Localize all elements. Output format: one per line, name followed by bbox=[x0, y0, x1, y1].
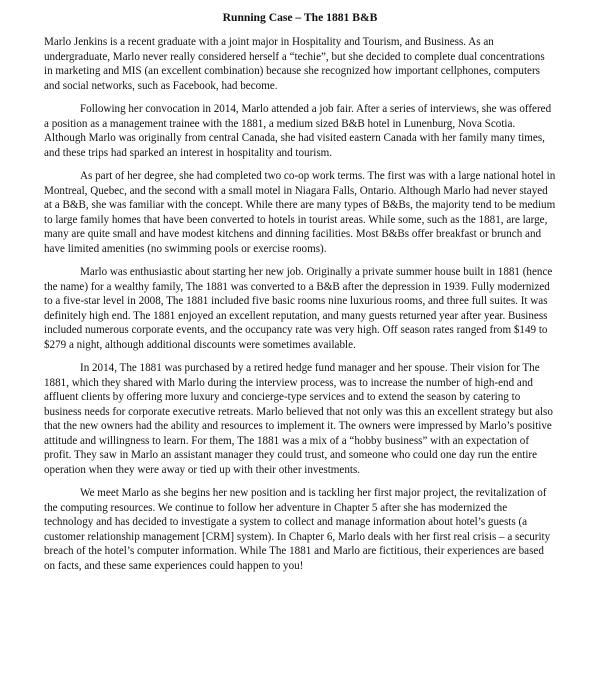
document-title: Running Case – The 1881 B&B bbox=[222, 11, 378, 24]
paragraph-convocation: Following her convocation in 2014, Marlo attended a job fair. After a series of interviews, she was offered a position as a management trainee with the 1881, a medium sized B&B hotel in Lunenburg, Nova Scotia. Although Marlo was originally from central Canada, she had visited eastern Canada with her family many times, and these trips had sparked an interest in hospitality and tourism. bbox=[44, 103, 552, 159]
paragraph-coop-terms: As part of her degree, she had completed two co-op work terms. The first was with a large national hotel in Montreal, Quebec, and the second with a small motel in Niagara Falls, Ontario. Although Marlo had never stayed at a B&B, she was familiar with the concept. While there are many types of B&Bs, the majority tend to be medium to large family homes that have been converted to hotels in tourist areas. While some, such as the 1881, are large, many are quite small and have modest kitchens and dinning facilities. Most B&Bs offer breakfast or brunch and have limited amenities (no swimming pools or exercise rooms). bbox=[44, 170, 556, 255]
paragraph-project: We meet Marlo as she begins her new position and is tackling her first major project, the revitalization of the computing resources. We continue to follow her adventure in Chapter 5 after she has modernized the technology and has decided to investigate a system to collect and manage information about hotel’s guests (a customer relationship management [CRM] system). In Chapter 6, Marlo deals with her first real crisis – a security breach of the hotel’s computer information. While The 1881 and Marlo are fictitious, their experiences are based on facts, and these same experiences could happen to you! bbox=[44, 487, 551, 572]
paragraph-new-owners: In 2014, The 1881 was purchased by a retired hedge fund manager and her spouse. Their vision for The 1881, which they shared with Marlo during the interview process, was to increase the number of high-end and affluent clients by offering more luxury and concierge-type services and to extend the season by catering to business needs for corporate executive retreats. Marlo believed that not only was this an excellent strategy but also that the new owners had the ability and resources to implement it. The owners were impressed by Marlo’s positive attitude and willingness to learn. For them, The 1881 was a mix of a “hobby business” with an expectation of profit. They saw in Marlo an assistant manager they could trust, and someone who could one day run the entire operation when they were away or tied up with their other investments. bbox=[44, 362, 553, 476]
paragraph-intro: Marlo Jenkins is a recent graduate with a joint major in Hospitality and Tourism, and Business. As an undergraduate, Marlo never really considered herself a “techie”, but she decided to complete dual concentrations in marketing and MIS (an excellent combination) because she recognized how important cellphones, computers and social networks, such as Facebook, had become. bbox=[44, 36, 545, 92]
paragraph-new-job: Marlo was enthusiastic about starting her new job. Originally a private summer house built in 1881 (hence the name) for a wealthy family, The 1881 was converted to a B&B after the depression in 1939. Fully modernized to a five-star level in 2008, The 1881 included five basic rooms nine luxurious rooms, and three full suites. It was definitely high end. The 1881 enjoyed an excellent reputation, and many guests returned year after year. Business included numerous corporate events, and the occupancy rate was very high. Off season rates ranged from $149 to $279 a night, although additional discounts were sometimes available. bbox=[44, 266, 553, 351]
